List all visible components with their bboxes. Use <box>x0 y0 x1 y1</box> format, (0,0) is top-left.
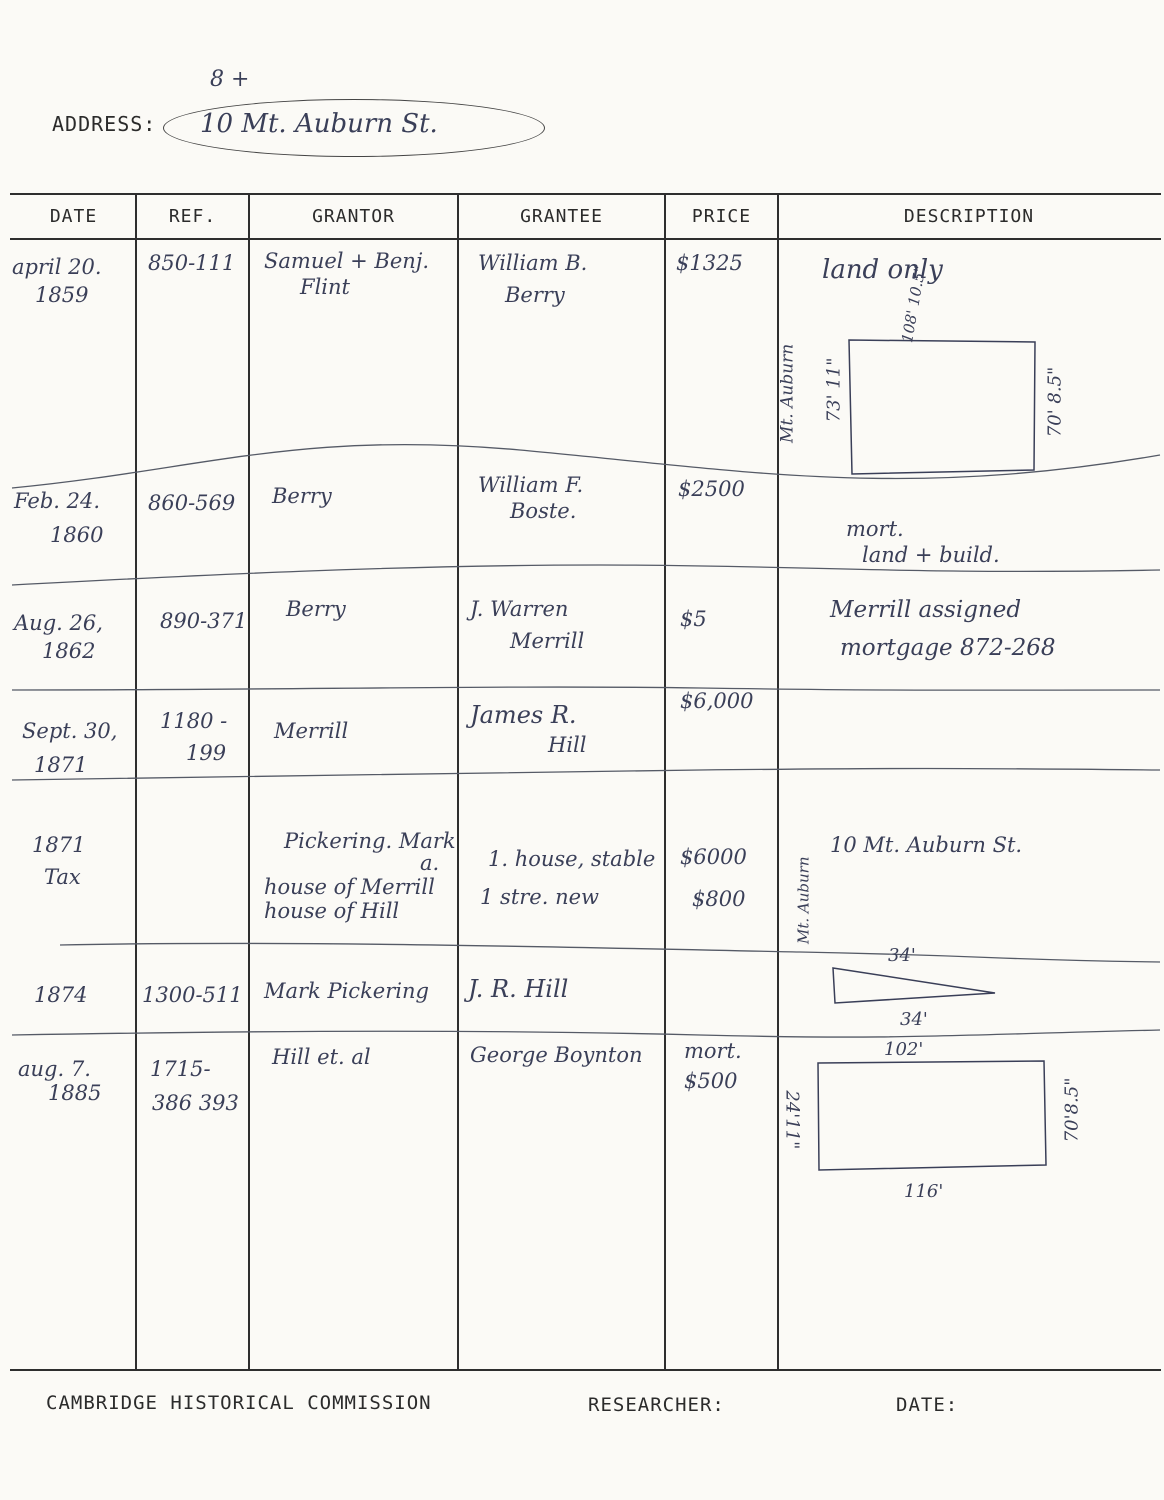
entry-2-description: land + build. <box>862 543 1000 567</box>
entry-5-date: 1871 <box>32 833 86 857</box>
address-label: ADDRESS: <box>52 112 157 136</box>
entry-3-ref: 890-371 <box>160 609 248 633</box>
entry-5-description: 10 Mt. Auburn St. <box>830 833 1023 857</box>
entry-5-grantor: Pickering. Mark <box>284 829 456 853</box>
entry-2-grantee: Boste. <box>510 499 577 523</box>
entry-4-ref: 199 <box>186 741 227 765</box>
entry-4-date: Sept. 30, <box>22 719 118 743</box>
entry-7-sketch-left-dim: 24'11" <box>781 1090 803 1150</box>
entry-7-ref: 1715- <box>150 1057 211 1081</box>
entry-5-grantor: a. <box>420 851 440 875</box>
entry-5-grantee: 1 stre. new <box>480 885 599 909</box>
entry-2-grantee: William F. <box>478 473 584 497</box>
entry-7-price: mort. <box>684 1039 742 1063</box>
footer-researcher-label: RESEARCHER: <box>588 1394 725 1416</box>
entry-7-sketch-top-dim: 102' <box>884 1039 924 1060</box>
entry-3-grantee: J. Warren <box>470 597 569 621</box>
entry-6-grantor: Mark Pickering <box>264 979 429 1003</box>
entry-7-sketch-right-dim: 70'8.5" <box>1061 1077 1083 1143</box>
footer-date-label: DATE: <box>896 1394 959 1416</box>
entry-1-grantor: Samuel + Benj. <box>264 249 430 273</box>
entry-2-price: $2500 <box>678 477 745 501</box>
entry-5-price: $800 <box>692 887 746 911</box>
entry-4-grantor: Merrill <box>274 719 349 743</box>
entry-2-date: Feb. 24. <box>14 489 101 513</box>
entry-5-grantor: house of Hill <box>264 899 400 923</box>
entry-5-grantor: house of Merrill <box>264 875 435 899</box>
entry-1-sketch-top-dim: 108' 10.5" <box>898 264 930 345</box>
column-header-grantor: GRANTOR <box>312 205 395 227</box>
entry-1-price: $1325 <box>676 251 743 275</box>
entry-4-grantee: James R. <box>470 701 577 729</box>
entry-1-sketch-left-dim: 73' 11" <box>823 357 845 423</box>
entry-3-price: $5 <box>680 607 707 631</box>
entry-1-ref: 850-111 <box>148 251 236 275</box>
entry-7-grantor: Hill et. al <box>272 1045 371 1069</box>
entry-3-grantor: Berry <box>286 597 346 621</box>
entry-1-date: 1859 <box>35 283 89 307</box>
entry-7-ref: 386 393 <box>152 1091 239 1115</box>
entry-6-grantee: J. R. Hill <box>468 975 569 1003</box>
entry-3-description: mortgage 872-268 <box>840 635 1056 661</box>
entry-1-description: land only <box>822 255 943 285</box>
footer-commission: CAMBRIDGE HISTORICAL COMMISSION <box>46 1392 432 1414</box>
entry-4-ref: 1180 - <box>160 709 228 733</box>
column-header-ref: REF. <box>168 205 217 227</box>
address-superscript: 8 + <box>210 67 250 92</box>
entry-3-date: 1862 <box>42 639 96 663</box>
entry-7-price: $500 <box>684 1069 738 1093</box>
entry-1-sketch-right-dim: 70' 8.5" <box>1044 366 1066 438</box>
entry-5-price: $6000 <box>680 845 747 869</box>
entry-5-sketch-bottom-dim: 34' <box>900 1009 928 1030</box>
entry-1-grantee: Berry <box>505 283 565 307</box>
entry-4-grantee: Hill <box>548 733 587 757</box>
entry-4-price: $6,000 <box>680 689 754 713</box>
entry-2-grantor: Berry <box>272 484 332 508</box>
entry-1-sketch-left-label: Mt. Auburn <box>777 343 798 443</box>
column-header-description: DESCRIPTION <box>903 205 1035 227</box>
entry-2-description: mort. <box>846 517 904 541</box>
entry-7-sketch-bottom-dim: 116' <box>904 1181 944 1202</box>
entry-5-grantee: 1. house, stable <box>488 847 656 871</box>
entry-7-grantee: George Boynton <box>470 1043 643 1067</box>
entry-3-grantee: Merrill <box>510 629 585 653</box>
entry-3-date: Aug. 26, <box>14 611 103 635</box>
entry-5-sketch-top-dim: 34' <box>888 945 916 966</box>
column-header-price: PRICE <box>691 205 752 227</box>
entry-4-date: 1871 <box>34 753 88 777</box>
entry-2-ref: 860-569 <box>148 491 236 515</box>
entry-7-date: 1885 <box>48 1081 102 1105</box>
address-value: 10 Mt. Auburn St. <box>200 109 438 139</box>
entry-7-date: aug. 7. <box>18 1057 91 1081</box>
entry-6-ref: 1300-511 <box>142 983 243 1007</box>
entry-5-date: Tax <box>44 865 81 889</box>
entry-3-description: Merrill assigned <box>830 597 1022 623</box>
column-header-date: DATE <box>49 205 98 227</box>
entry-1-grantee: William B. <box>478 251 588 275</box>
entry-1-grantor: Flint <box>300 275 350 299</box>
entry-2-date: 1860 <box>50 523 104 547</box>
entry-5-sketch-left-label: Mt. Auburn <box>794 856 813 945</box>
entry-1-date: april 20. <box>12 255 102 279</box>
column-header-grantee: GRANTEE <box>520 205 603 227</box>
entry-6-date: 1874 <box>34 983 88 1007</box>
